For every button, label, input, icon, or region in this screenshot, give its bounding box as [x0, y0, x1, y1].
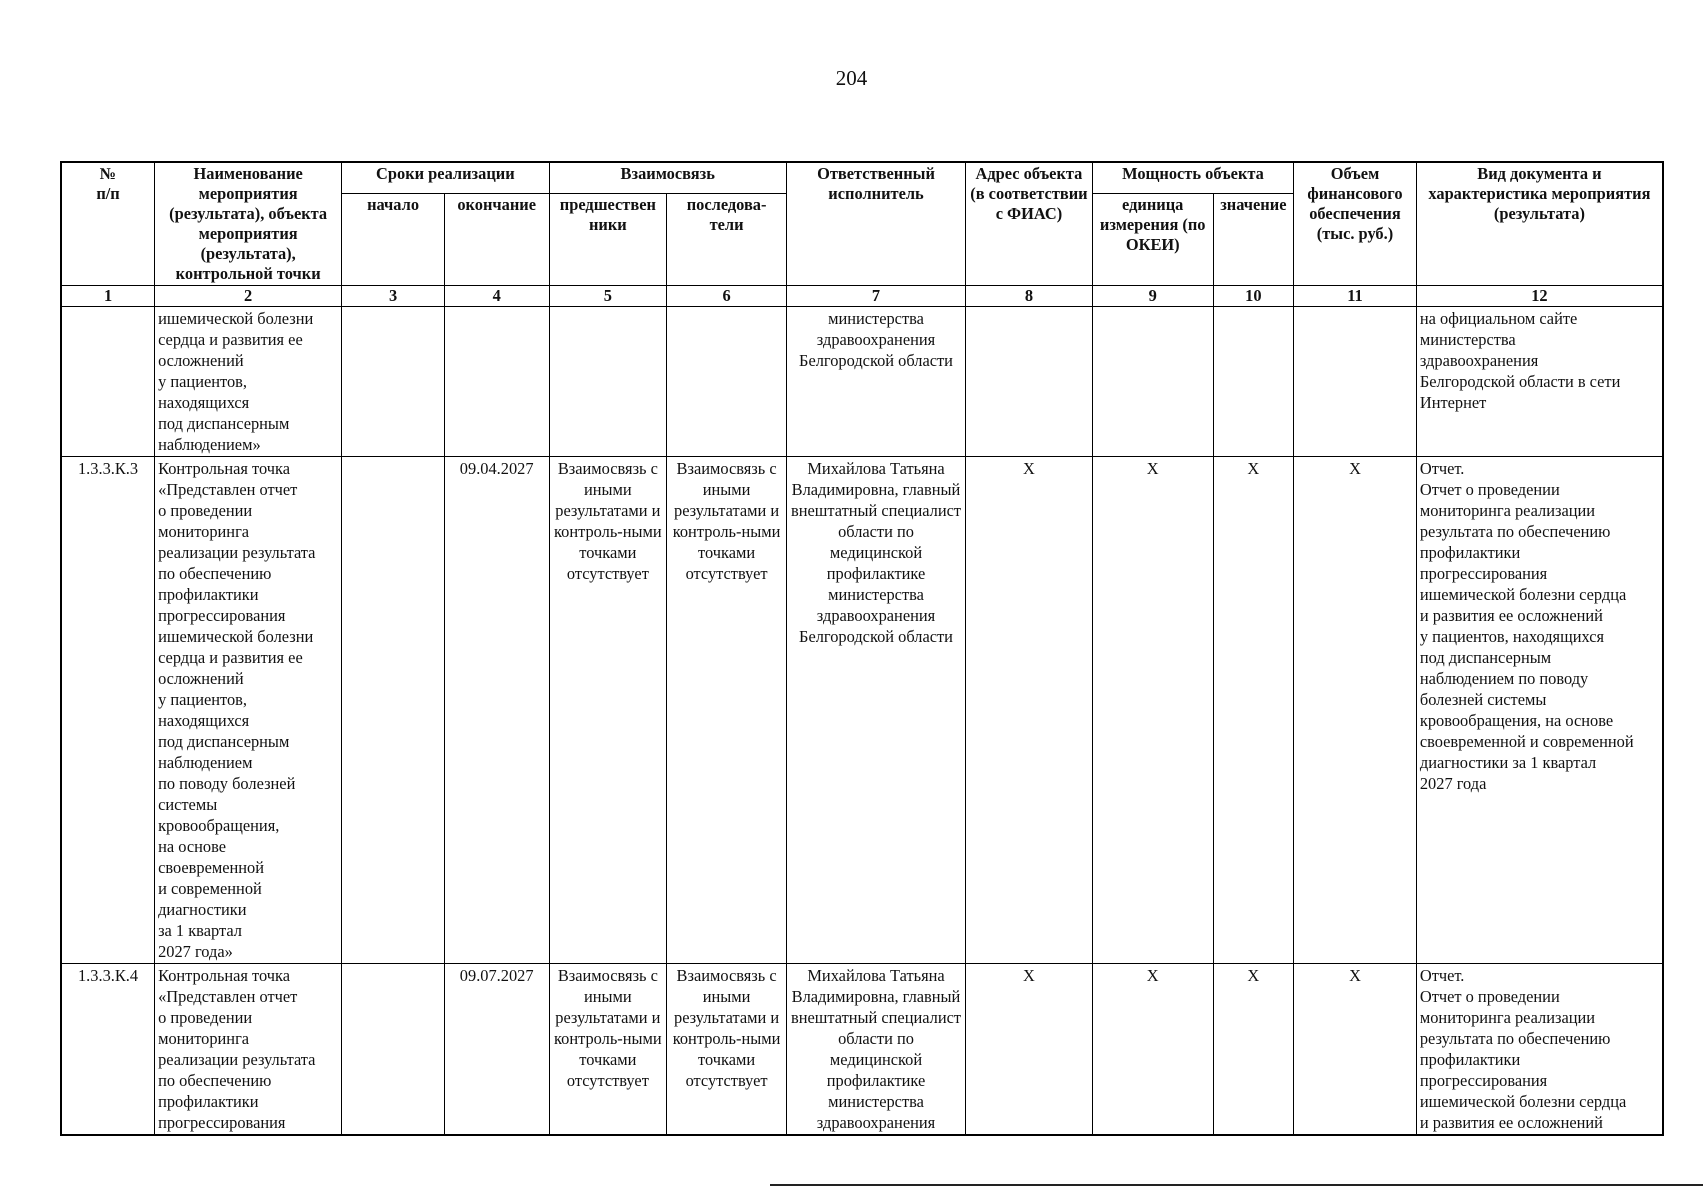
header-successors: последова- тели — [667, 194, 787, 286]
row-start — [342, 307, 445, 457]
row-address — [966, 307, 1093, 457]
plan-table — [60, 161, 1664, 1136]
row-end — [444, 307, 549, 457]
column-number: 6 — [667, 286, 787, 307]
row-value: Х — [1213, 457, 1294, 964]
row-start — [342, 457, 445, 964]
row-responsible: Михайлова Татьяна Владимировна, главный внештатный специалист области по медицинской профилактике министерства здравоохранения Белгородской области — [786, 457, 965, 964]
header-num: № п/п — [61, 162, 155, 286]
column-number-row — [61, 286, 1663, 307]
row-name: Контрольная точка «Представлен отчет о проведении мониторинга реализации результата по обеспечению профилактики прогрессирования ишемической болезни сердца и развития ее осложнений у пациентов, находящихся под диспансерным наблюдением по поводу болезней системы кровообращения, на основе своевременной и современной диагностики за 1 квартал 2027 года» — [155, 457, 342, 964]
header-end: окончание — [444, 194, 549, 286]
row-successors: Взаимосвязь с иными результатами и контроль-ными точками отсутствует — [667, 964, 787, 1136]
row-name: Контрольная точка «Представлен отчет о проведении мониторинга реализации результата по обеспечению профилактики прогрессирования — [155, 964, 342, 1136]
row-finance — [1294, 307, 1417, 457]
header-predecessors: предшествен ники — [549, 194, 667, 286]
footer-rule — [770, 1184, 1703, 1186]
row-unit: Х — [1092, 964, 1213, 1136]
row-name: ишемической болезни сердца и развития ее осложнений у пациентов, находящихся под диспансерным наблюдением» — [155, 307, 342, 457]
column-number: 7 — [786, 286, 965, 307]
row-unit: Х — [1092, 457, 1213, 964]
column-number: 9 — [1092, 286, 1213, 307]
column-number: 3 — [342, 286, 445, 307]
row-responsible: министерства здравоохранения Белгородской области — [786, 307, 965, 457]
header-start: начало — [342, 194, 445, 286]
row-end: 09.04.2027 — [444, 457, 549, 964]
header-responsible: Ответственный исполнитель — [786, 162, 965, 286]
row-responsible: Михайлова Татьяна Владимировна, главный внештатный специалист области по медицинской профилактике министерства здравоохранения — [786, 964, 965, 1136]
column-number: 8 — [966, 286, 1093, 307]
header-link: Взаимосвязь — [549, 162, 786, 194]
header-capacity: Мощность объекта — [1092, 162, 1293, 194]
row-address: Х — [966, 964, 1093, 1136]
row-document: на официальном сайте министерства здравоохранения Белгородской области в сети Интернет — [1416, 307, 1663, 457]
column-number: 5 — [549, 286, 667, 307]
row-unit — [1092, 307, 1213, 457]
table-row — [61, 457, 1663, 964]
row-value: Х — [1213, 964, 1294, 1136]
column-number: 2 — [155, 286, 342, 307]
header-unit: единица измерения (по ОКЕИ) — [1092, 194, 1213, 286]
header-document: Вид документа и характеристика мероприятия (результата) — [1416, 162, 1663, 286]
row-value — [1213, 307, 1294, 457]
row-end: 09.07.2027 — [444, 964, 549, 1136]
row-id: 1.3.3.К.3 — [61, 457, 155, 964]
column-number: 12 — [1416, 286, 1663, 307]
column-number: 11 — [1294, 286, 1417, 307]
header-finance: Объем финансового обеспечения (тыс. руб.) — [1294, 162, 1417, 286]
column-number: 10 — [1213, 286, 1294, 307]
row-document: Отчет. Отчет о проведении мониторинга реализации результата по обеспечению профилактики прогрессирования ишемической болезни сердца и развития ее осложнений у пациентов, находящихся под диспансерным наблюдением по поводу болезней системы кровообращения, на основе своевременной и современной диагностики за 1 квартал 2027 года — [1416, 457, 1663, 964]
row-finance: Х — [1294, 964, 1417, 1136]
table-row — [61, 307, 1663, 457]
row-id — [61, 307, 155, 457]
row-successors — [667, 307, 787, 457]
row-id: 1.3.3.К.4 — [61, 964, 155, 1136]
row-predecessors: Взаимосвязь с иными результатами и контроль-ными точками отсутствует — [549, 964, 667, 1136]
row-address: Х — [966, 457, 1093, 964]
header-name: Наименование мероприятия (результата), объекта мероприятия (результата), контрольной точки — [155, 162, 342, 286]
table-row — [61, 964, 1663, 1136]
header-terms: Сроки реализации — [342, 162, 549, 194]
row-document: Отчет. Отчет о проведении мониторинга реализации результата по обеспечению профилактики прогрессирования ишемической болезни сердца и развития ее осложнений — [1416, 964, 1663, 1136]
column-number: 1 — [61, 286, 155, 307]
row-start — [342, 964, 445, 1136]
header-value: значение — [1213, 194, 1294, 286]
row-predecessors — [549, 307, 667, 457]
row-successors: Взаимосвязь с иными результатами и контроль-ными точками отсутствует — [667, 457, 787, 964]
header-row-1 — [61, 162, 1663, 194]
row-predecessors: Взаимосвязь с иными результатами и контроль-ными точками отсутствует — [549, 457, 667, 964]
column-number: 4 — [444, 286, 549, 307]
header-address: Адрес объекта (в соответствии с ФИАС) — [966, 162, 1093, 286]
page-number: 204 — [835, 66, 868, 90]
row-finance: Х — [1294, 457, 1417, 964]
